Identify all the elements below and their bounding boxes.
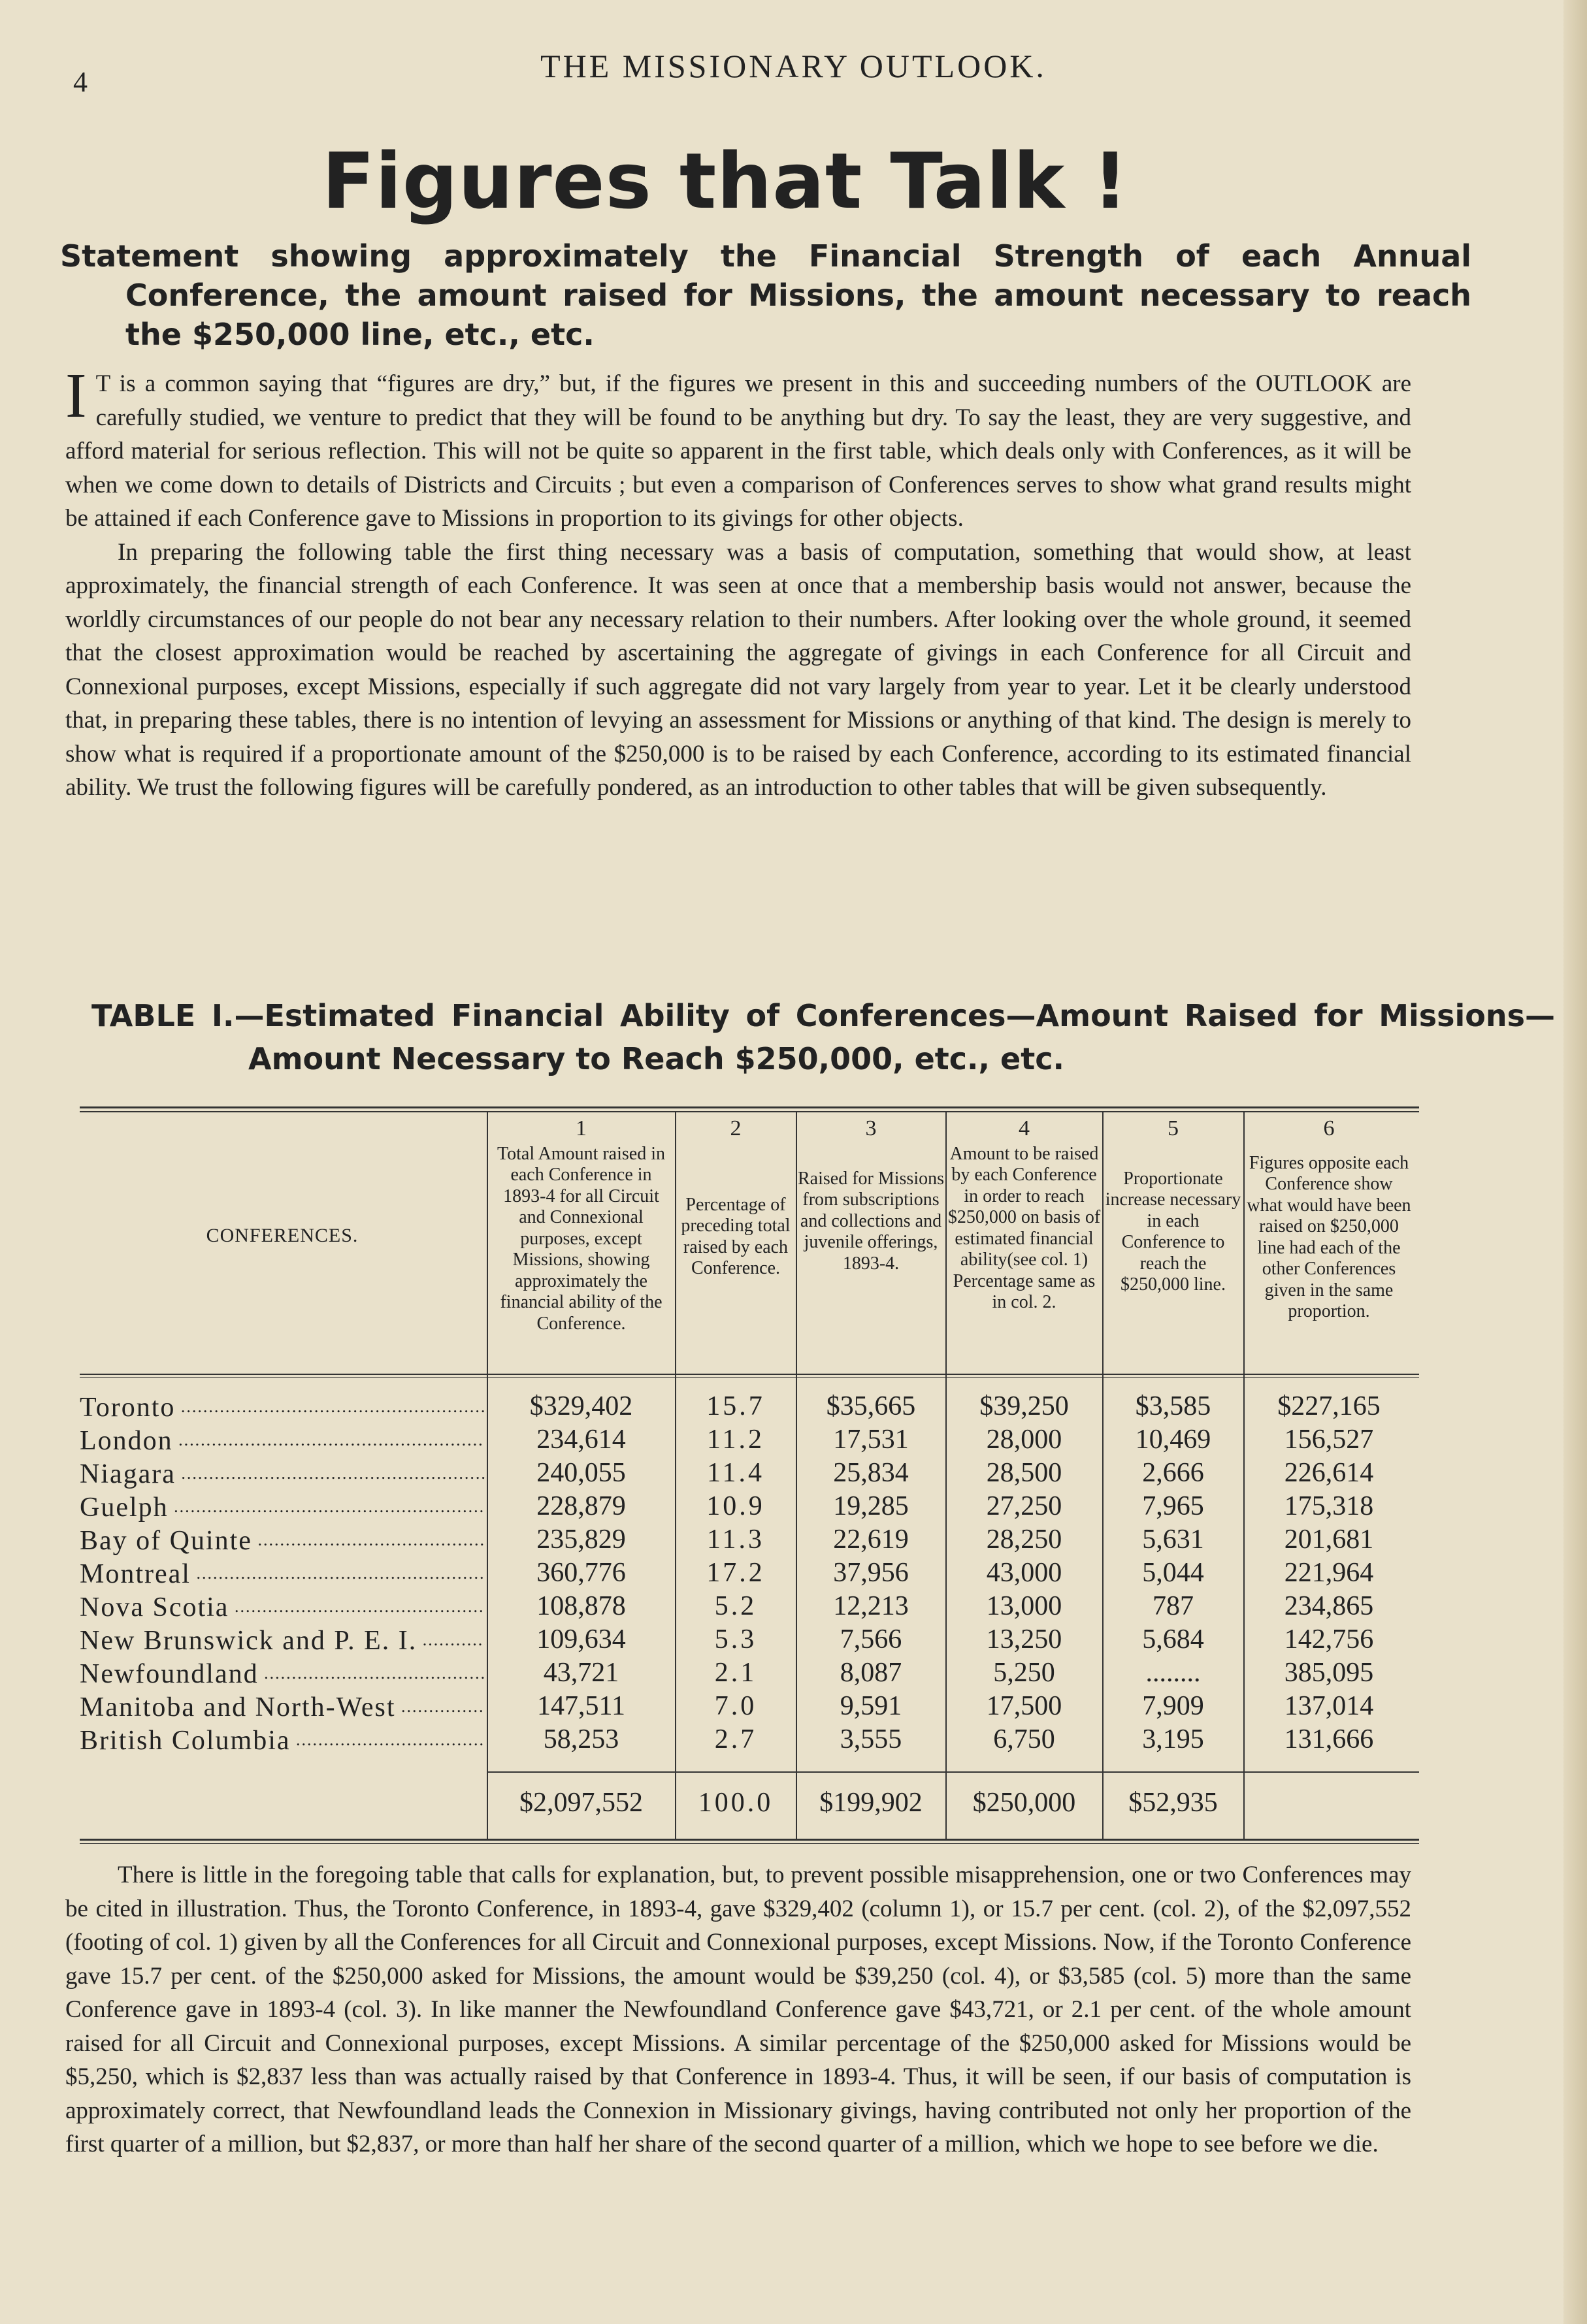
cell-col4: 13,250 <box>986 1624 1062 1654</box>
table-title: TABLE I.—Estimated Financial Ability of Conferences—Amount Raised for Missions—Amount Necessary to Reach $250,000, etc., etc. <box>91 998 1555 1076</box>
cell-col6: 175,318 <box>1284 1491 1374 1521</box>
table-row <box>0 1490 1587 1523</box>
cell-col2: 5.3 <box>714 1624 757 1654</box>
column-header-1 <box>489 1118 674 1334</box>
conference-name: Nova Scotia ..... <box>80 1590 485 1624</box>
column-header-6 <box>1245 1118 1413 1323</box>
conference-name: Newfoundland ..... <box>80 1656 485 1691</box>
table-top-rule <box>80 1106 1419 1108</box>
conference-name: Bay of Quinte ..... <box>80 1523 485 1558</box>
cell-col3: 3,555 <box>840 1724 902 1754</box>
table-bottom-rule <box>80 1839 1419 1841</box>
cell-col1: 235,829 <box>536 1525 626 1555</box>
cell-col1: 108,878 <box>536 1591 626 1621</box>
conference-name: Toronto ..... <box>80 1390 485 1425</box>
cell-col4: 17,500 <box>986 1691 1062 1721</box>
table-top-rule-thin <box>80 1111 1419 1112</box>
cell-col4: 6,750 <box>993 1724 1055 1754</box>
conference-name: British Columbia ..... <box>80 1723 485 1758</box>
column-number: 3 <box>865 1116 877 1140</box>
conference-name: Montreal ..... <box>80 1557 485 1591</box>
cell-col2: 15.7 <box>706 1391 765 1421</box>
table-row <box>0 1656 1587 1690</box>
column-number: 1 <box>576 1116 587 1140</box>
column-header-2 <box>677 1118 794 1280</box>
cell-col4: 28,250 <box>986 1525 1062 1555</box>
table-row <box>0 1690 1587 1723</box>
cell-col1: 147,511 <box>537 1691 625 1721</box>
cell-col6: 142,756 <box>1284 1624 1374 1654</box>
intro-text <box>65 361 1411 805</box>
conference-name: Guelph ..... <box>80 1490 485 1525</box>
table-row <box>0 1557 1587 1590</box>
article-subtitle: Statement showing approximately the Financial Strength of each Annual Conference, the amount raised for Missions, the amount necessary to reach the $250,000 line, etc., etc. <box>60 238 1471 352</box>
cell-col6: 221,964 <box>1284 1558 1374 1588</box>
cell-col6: 137,014 <box>1284 1691 1374 1721</box>
closing-text <box>65 1858 1411 2161</box>
cell-col1: 240,055 <box>536 1458 626 1488</box>
running-head: THE MISSIONARY OUTLOOK. <box>540 48 1047 84</box>
cell-col1: 360,776 <box>536 1558 626 1588</box>
table-row <box>0 1623 1587 1656</box>
cell-col5: 2,666 <box>1142 1458 1204 1488</box>
cell-col1: 228,879 <box>536 1491 626 1521</box>
column-number: 2 <box>730 1116 742 1140</box>
cell-col4: 28,000 <box>986 1425 1062 1455</box>
page-number: 4 <box>73 66 88 98</box>
cell-col2: 2.1 <box>714 1658 757 1688</box>
conferences-header: CONFERENCES. <box>206 1225 359 1246</box>
cell-col1: 109,634 <box>536 1624 626 1654</box>
cell-col3: 37,956 <box>833 1558 909 1588</box>
cell-col3: $35,665 <box>826 1391 916 1421</box>
cell-col6: 156,527 <box>1284 1425 1374 1455</box>
cell-col6: 385,095 <box>1284 1658 1374 1688</box>
cell-col2: 5.2 <box>714 1591 757 1621</box>
cell-col4: 27,250 <box>986 1491 1062 1521</box>
cell-col2: 11.3 <box>707 1525 764 1555</box>
table-row <box>0 1523 1587 1557</box>
total-col3: $199,902 <box>819 1788 923 1818</box>
drop-cap: I <box>65 361 87 431</box>
cell-col5: 7,965 <box>1142 1491 1204 1521</box>
intro-paragraph-2: In preparing the following table the first thing necessary was a basis of computation, something that would show, at least approximately, the financial strength of each Conference. It was seen at once that a membership basis would not answer, because the worldly circumstances of our people do not bear any necessary relation to their numbers. After looking over the whole ground, it seemed that the closest approximation would be reached by ascertaining the aggregate of givings in each Conference for all Circuit and Connexional purposes, except Missions, especially if such aggregate did not vary largely from year to year. Let it be clearly understood that, in preparing these tables, there is no intention of levying an assessment for Missions or anything of that kind. The design is merely to show what is required if a proportionate amount of the $250,000 is to be raised by each Conference, according to its estimated financial ability. We trust the following figures will be carefully pondered, as an introduction to other tables that will be given subsequently. <box>65 538 1411 801</box>
column-description: Proportionate increase necessary in each Conference to reach the $250,000 line. <box>1105 1168 1241 1295</box>
cell-col2: 11.4 <box>707 1458 764 1488</box>
table-row <box>0 1457 1587 1490</box>
cell-col3: 17,531 <box>833 1425 909 1455</box>
intro-paragraph-1-text: T is a common saying that “figures are dry,” but, if the figures we present in this and succeeding numbers of the OUTLOOK are carefully studied, we venture to predict that they will be found to be anything but dry. To say the least, they are very suggestive, and afford material for serious reflection. This will not be quite so apparent in the first table, which deals only with Conferences, as it will be when we come down to details of Districts and Circuits ; but even a comparison of Conferences serves to show what grand results might be attained if each Conference gave to Missions in proportion to its givings for other objects. <box>65 370 1411 532</box>
cell-col2: 10.9 <box>706 1491 765 1521</box>
column-description: Amount to be raised by each Conference in order to reach $250,000 on basis of estimated financial ability(see col. 1) Percentage same as in col. 2. <box>947 1143 1101 1312</box>
cell-col5: 10,469 <box>1135 1425 1211 1455</box>
column-description: Figures opposite each Conference show what would have been raised on $250,000 line had each of the other Conferences given in the same proportion. <box>1247 1152 1411 1321</box>
cell-col3: 7,566 <box>840 1624 902 1654</box>
column-header-3 <box>798 1118 944 1274</box>
cell-col4: $39,250 <box>979 1391 1069 1421</box>
cell-col5: 5,684 <box>1142 1624 1204 1654</box>
closing-paragraph: There is little in the foregoing table that calls for explanation, but, to prevent possible misapprehension, one or two Conferences may be cited in illustration. Thus, the Toronto Conference, in 1893-4, gave $329,402 (column 1), or 15.7 per cent. (col. 2), of the $2,097,552 (footing of col. 1) given by all the Conferences for all Circuit and Connexional purposes, except Missions. Now, if the Toronto Conference gave 15.7 per cent. of the $250,000 asked for Missions, the amount would be $39,250 (col. 4), or $3,585 (col. 5) more than the same Conference gave in 1893-4 (col. 3). In like manner the Newfoundland Conference gave $43,721, or 2.1 per cent. of the whole amount raised for all Circuit and Connexional purposes, except Missions. A similar percentage of the $250,000 asked for Missions would be $5,250, which is $2,837 less than was actually raised by that Conference in 1893-4. Thus, it will be seen, if our basis of computation is approximately correct, that Newfoundland leads the Connexion in Missionary givings, having contributed not only her proportion of the first quarter of a million, but $2,837, or more than half her share of the second quarter of a million, which we hope to see before we die. <box>65 1862 1411 2157</box>
cell-col1: 234,614 <box>536 1425 626 1455</box>
cell-col4: 28,500 <box>986 1458 1062 1488</box>
cell-col5: 5,631 <box>1142 1525 1204 1555</box>
page-title: Figures that Talk ! <box>321 136 1129 226</box>
total-col4: $250,000 <box>972 1788 1076 1818</box>
cell-col5: 787 <box>1153 1591 1194 1621</box>
cell-col5: 3,195 <box>1142 1724 1204 1754</box>
cell-col5: 7,909 <box>1142 1691 1204 1721</box>
total-col2: 100.0 <box>698 1788 774 1818</box>
column-description: Total Amount raised in each Conference in 1893-4 for all Circuit and Connexional purposes, except Missions, showing approximately the financial ability of the Conference. <box>497 1143 665 1334</box>
table-header-rule <box>80 1374 1419 1375</box>
conference-name: Niagara ..... <box>80 1457 485 1491</box>
cell-col6: $227,165 <box>1277 1391 1381 1421</box>
column-header-4 <box>947 1118 1101 1314</box>
column-number: 4 <box>1019 1116 1030 1140</box>
column-description: Raised for Missions from subscriptions and collections and juvenile offerings, 1893-4. <box>798 1168 944 1274</box>
cell-col2: 7.0 <box>714 1691 757 1721</box>
cell-col4: 43,000 <box>986 1558 1062 1588</box>
total-col5: $52,935 <box>1128 1788 1218 1818</box>
column-header-5 <box>1104 1118 1242 1296</box>
cell-col1: $329,402 <box>529 1391 633 1421</box>
cell-col2: 2.7 <box>714 1724 757 1754</box>
cell-col5: 5,044 <box>1142 1558 1204 1588</box>
cell-col5: $3,585 <box>1135 1391 1211 1421</box>
cell-col1: 58,253 <box>543 1724 619 1754</box>
column-number: 5 <box>1168 1116 1179 1140</box>
cell-col3: 19,285 <box>833 1491 909 1521</box>
cell-col3: 25,834 <box>833 1458 909 1488</box>
conference-name: London ..... <box>80 1423 485 1458</box>
column-description: Percentage of preceding total raised by each Conference. <box>681 1194 791 1278</box>
cell-col3: 22,619 <box>833 1525 909 1555</box>
cell-col6: 131,666 <box>1284 1724 1374 1754</box>
cell-col6: 226,614 <box>1284 1458 1374 1488</box>
cell-col3: 8,087 <box>840 1658 902 1688</box>
cell-col3: 9,591 <box>840 1691 902 1721</box>
conference-name: Manitoba and North-West ..... <box>80 1690 485 1724</box>
table-row <box>0 1590 1587 1623</box>
table-bottom-rule-thin <box>80 1843 1419 1844</box>
cell-col6: 201,681 <box>1284 1525 1374 1555</box>
table-row <box>0 1723 1587 1756</box>
cell-col4: 13,000 <box>986 1591 1062 1621</box>
cell-col2: 17.2 <box>706 1558 765 1588</box>
intro-paragraph-1 <box>65 361 1411 536</box>
cell-col1: 43,721 <box>543 1658 619 1688</box>
table-header-rule-thin <box>80 1377 1419 1378</box>
total-col1: $2,097,552 <box>519 1788 643 1818</box>
cell-col3: 12,213 <box>833 1591 909 1621</box>
conference-name: New Brunswick and P. E. I. ..... <box>80 1623 485 1658</box>
cell-col4: 5,250 <box>993 1658 1055 1688</box>
table-row <box>0 1390 1587 1423</box>
cell-col6: 234,865 <box>1284 1591 1374 1621</box>
table-sum-rule <box>487 1771 1419 1773</box>
cell-col5: ........ <box>1145 1658 1201 1688</box>
column-number: 6 <box>1323 1116 1335 1140</box>
cell-col2: 11.2 <box>707 1425 764 1455</box>
table-row <box>0 1423 1587 1457</box>
page-edge-shadow <box>1563 0 1587 2324</box>
